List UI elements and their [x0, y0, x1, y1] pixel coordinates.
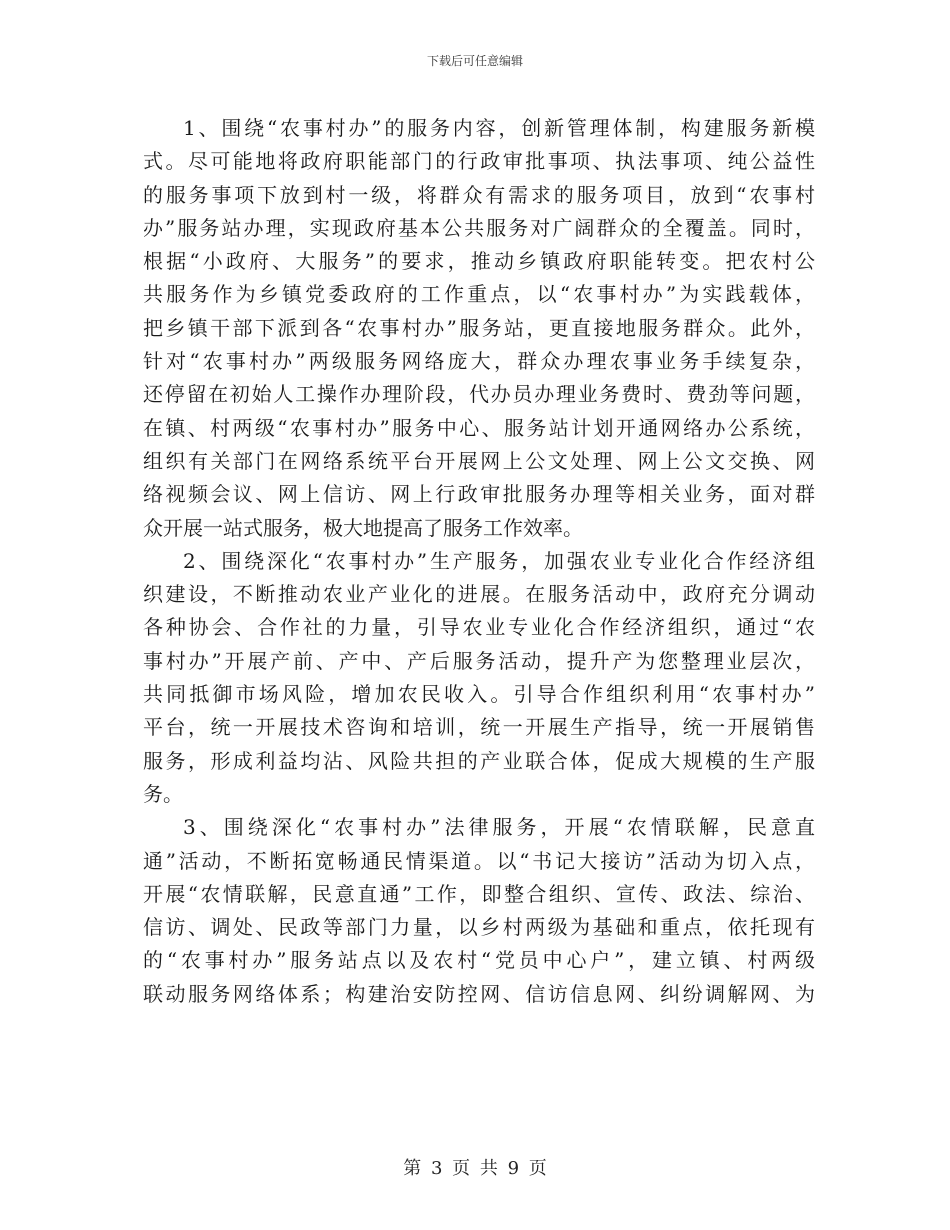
text-line: 共服务作为乡镇党委政府的工作重点，以“农事村办”为实践载体，: [143, 282, 815, 307]
text-line: 通”活动，不断拓宽畅通民情渠道。以“书记大接访”活动为切入点，: [143, 848, 815, 873]
text-line: 组织有关部门在网络系统平台开展网上公文处理、网上公文交换、网: [143, 448, 815, 473]
text-line: 1、围绕“农事村办”的服务内容，创新管理体制，构建服务新模: [183, 116, 815, 140]
paragraph: [143, 545, 815, 811]
text-line: 各种协会、合作社的力量，引导农业专业化合作经济组织，通过“农: [143, 615, 815, 640]
text-line: 服务，形成利益均沾、风险共担的产业联合体，促成大规模的生产服: [143, 748, 815, 773]
text-line: 络视频会议、网上信访、网上行政审批服务办理等相关业务，面对群: [143, 482, 815, 507]
text-line: 的服务事项下放到村一级，将群众有需求的服务项目，放到“农事村: [143, 182, 815, 207]
paragraph: [143, 811, 815, 1011]
text-line: 的“农事村办”服务站点以及农村“党员中心户”，建立镇、村两级: [143, 948, 815, 973]
text-line: 务。: [143, 781, 183, 806]
page-header: 下载后可任意编辑: [426, 54, 523, 68]
text-line: 根据“小政府、大服务”的要求，推动乡镇政府职能转变。把农村公: [143, 249, 815, 274]
text-line: 开展“农情联解，民意直通”工作，即整合组织、宣传、政法、综治、: [143, 881, 815, 906]
text-line: 众开展一站式服务，极大地提高了服务工作效率。: [143, 515, 583, 540]
text-line: 3、围绕深化“农事村办”法律服务，开展“农情联解，民意直: [183, 815, 815, 840]
text-line: 信访、调处、民政等部门力量，以乡村两级为基础和重点，依托现有: [143, 915, 815, 940]
text-line: 2、围绕深化“农事村办”生产服务，加强农业专业化合作经济组: [183, 548, 815, 573]
text-line: 办”服务站办理，实现政府基本公共服务对广阔群众的全覆盖。同时，: [143, 215, 815, 240]
text-line: 针对“农事村办”两级服务网络庞大，群众办理农事业务手续复杂，: [143, 349, 815, 374]
text-line: 在镇、村两级“农事村办”服务中心、服务站计划开通网络办公系统，: [143, 415, 815, 440]
text-line: 平台，统一开展技术咨询和培训，统一开展生产指导，统一开展销售: [143, 715, 815, 740]
text-line: 式。尽可能地将政府职能部门的行政审批事项、执法事项、纯公益性: [143, 149, 815, 174]
text-line: 事村办”开展产前、产中、产后服务活动，提升产为您整理业层次，: [143, 648, 815, 673]
text-line: 把乡镇干部下派到各“农事村办”服务站，更直接地服务群众。此外，: [143, 315, 815, 340]
paragraph: [143, 112, 815, 545]
text-line: 共同抵御市场风险，增加农民收入。引导合作组织利用“农事村办”: [143, 682, 815, 707]
document-body: [143, 112, 815, 1011]
text-line: 织建设，不断推动农业产业化的进展。在服务活动中，政府充分调动: [143, 582, 815, 607]
text-line: 还停留在初始人工操作办理阶段，代办员办理业务费时、费劲等问题，: [143, 382, 815, 407]
page-footer: 第 3 页 共 9 页: [403, 1158, 547, 1179]
text-line: 联动服务网络体系；构建治安防控网、信访信息网、纠纷调解网、为: [143, 981, 815, 1006]
